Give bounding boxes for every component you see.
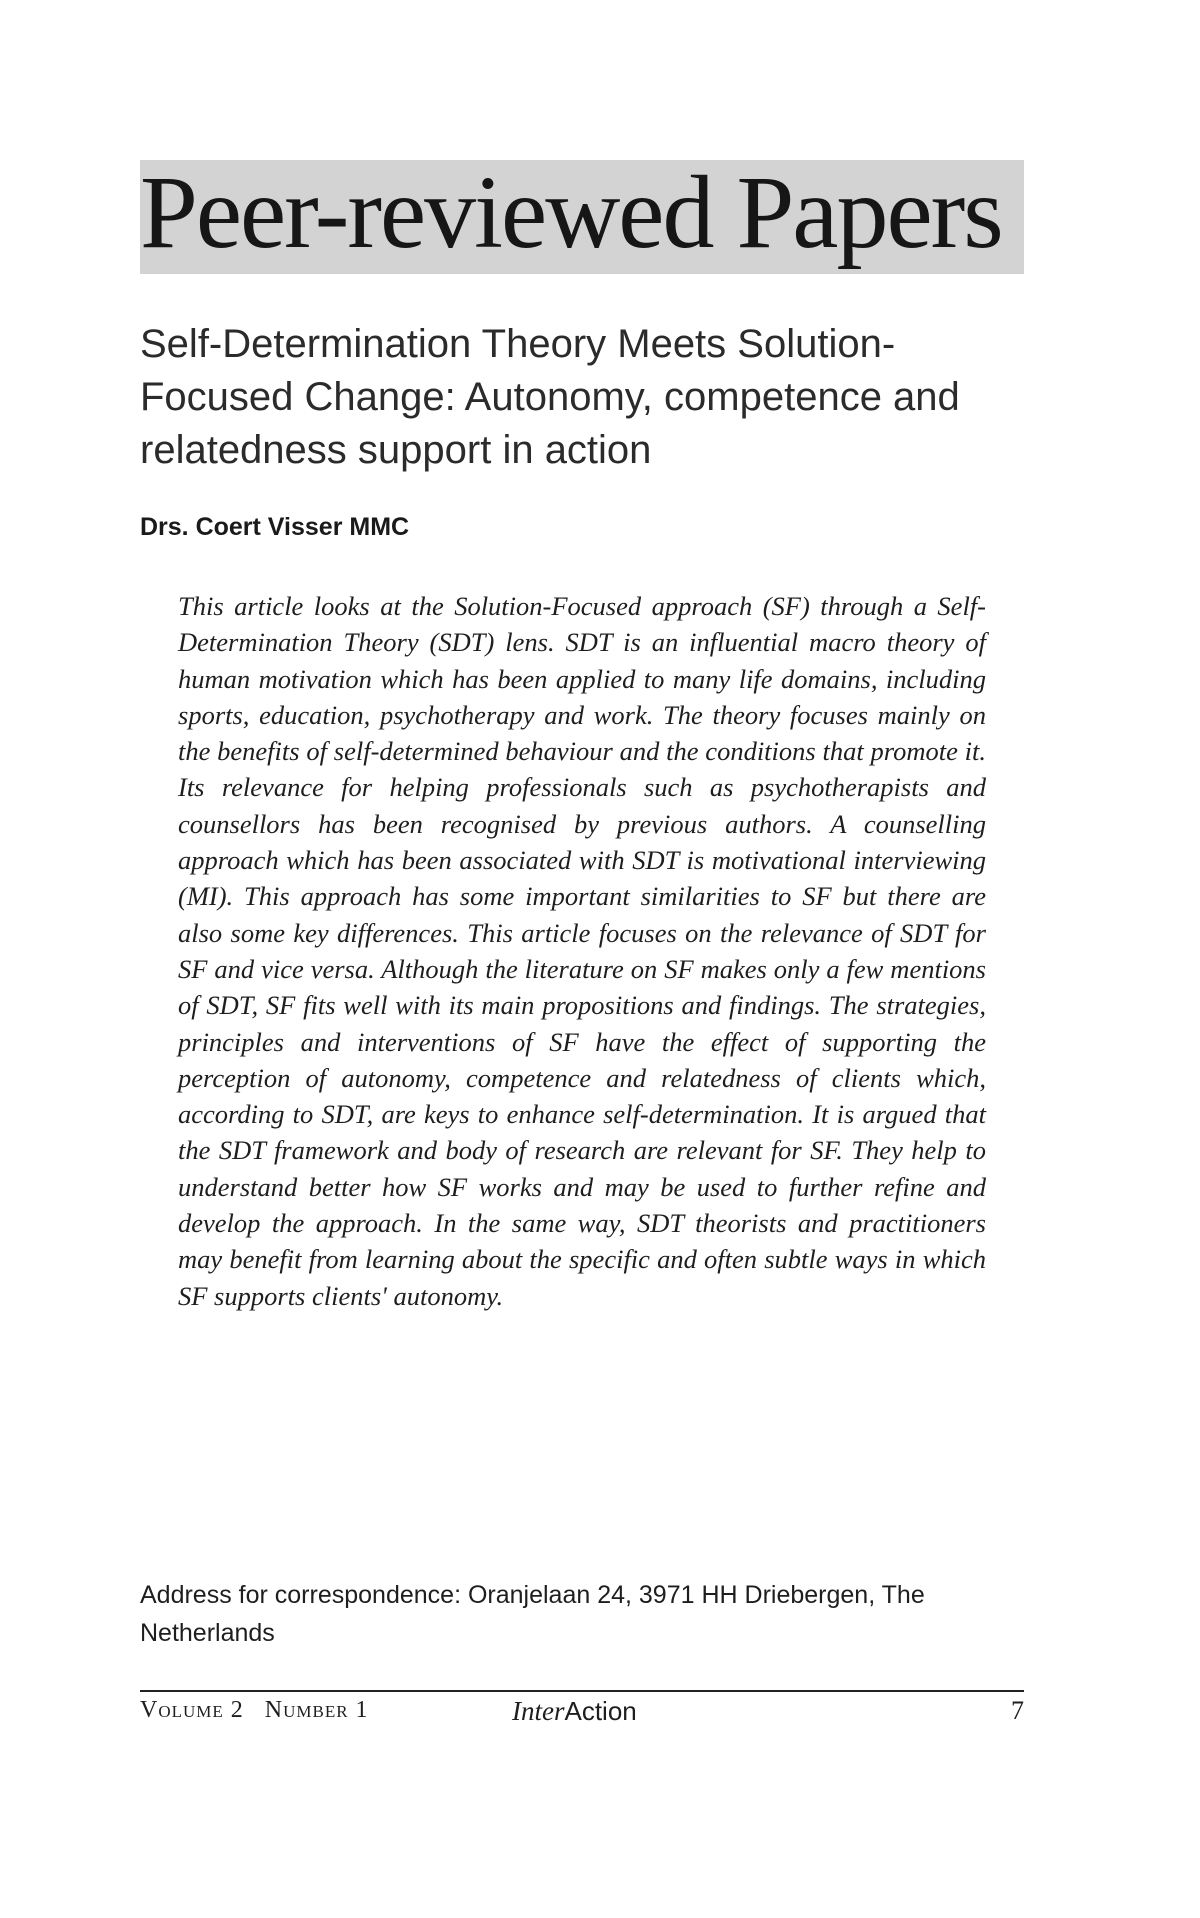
correspondence-address: Address for correspondence: Oranjelaan 24, 3971 HH Driebergen, The Netherlands — [140, 1581, 925, 1647]
section-heading: Peer-reviewed Papers — [140, 155, 1002, 270]
author-name: Drs. Coert Visser MMC — [140, 513, 410, 541]
article-title: Self-Determination Theory Meets Solution-Focused Change: Autonomy, competence and relatedness support in action — [140, 322, 960, 472]
abstract: This article looks at the Solution-Focused approach (SF) through a Self-Determination Theory (SDT) lens. SDT is an influential macro theory of human motivation which has been applied to many life domains, including sports, education, psychotherapy and work. The theory focuses mainly on the benefits of self-determined behaviour and the conditions that promote it. Its relevance for helping professionals such as psychotherapists and counsellors has been recognised by previous authors. A counselling approach which has been associated with SDT is motivational interviewing (MI). This approach has some important similarities to SF but there are also some key differences. This article focuses on the relevance of SDT for SF and vice versa. Although the literature on SF makes only a few mentions of SDT, SF fits well with its main propositions and findings. The strategies, principles and interventions of SF have the effect of supporting the perception of autonomy, competence and relatedness of clients which, according to SDT, are keys to enhance self-determination. It is argued that the SDT framework and body of research are relevant for SF. They help to understand better how SF works and may be used to further refine and develop the approach. In the same way, SDT theorists and practitioners may benefit from learning about the specific and often subtle ways in which SF supports clients' autonomy. — [178, 591, 986, 1311]
page-number: 7 — [1011, 1696, 1024, 1725]
section-banner — [140, 155, 1024, 274]
footer-divider — [140, 1690, 1024, 1692]
footer-volume-number: Volume 2 Number 1 — [140, 1697, 369, 1723]
journal-name-italic: Inter — [512, 1696, 565, 1726]
journal-name-rest: Action — [564, 1696, 637, 1726]
footer-journal-name — [512, 1696, 637, 1727]
